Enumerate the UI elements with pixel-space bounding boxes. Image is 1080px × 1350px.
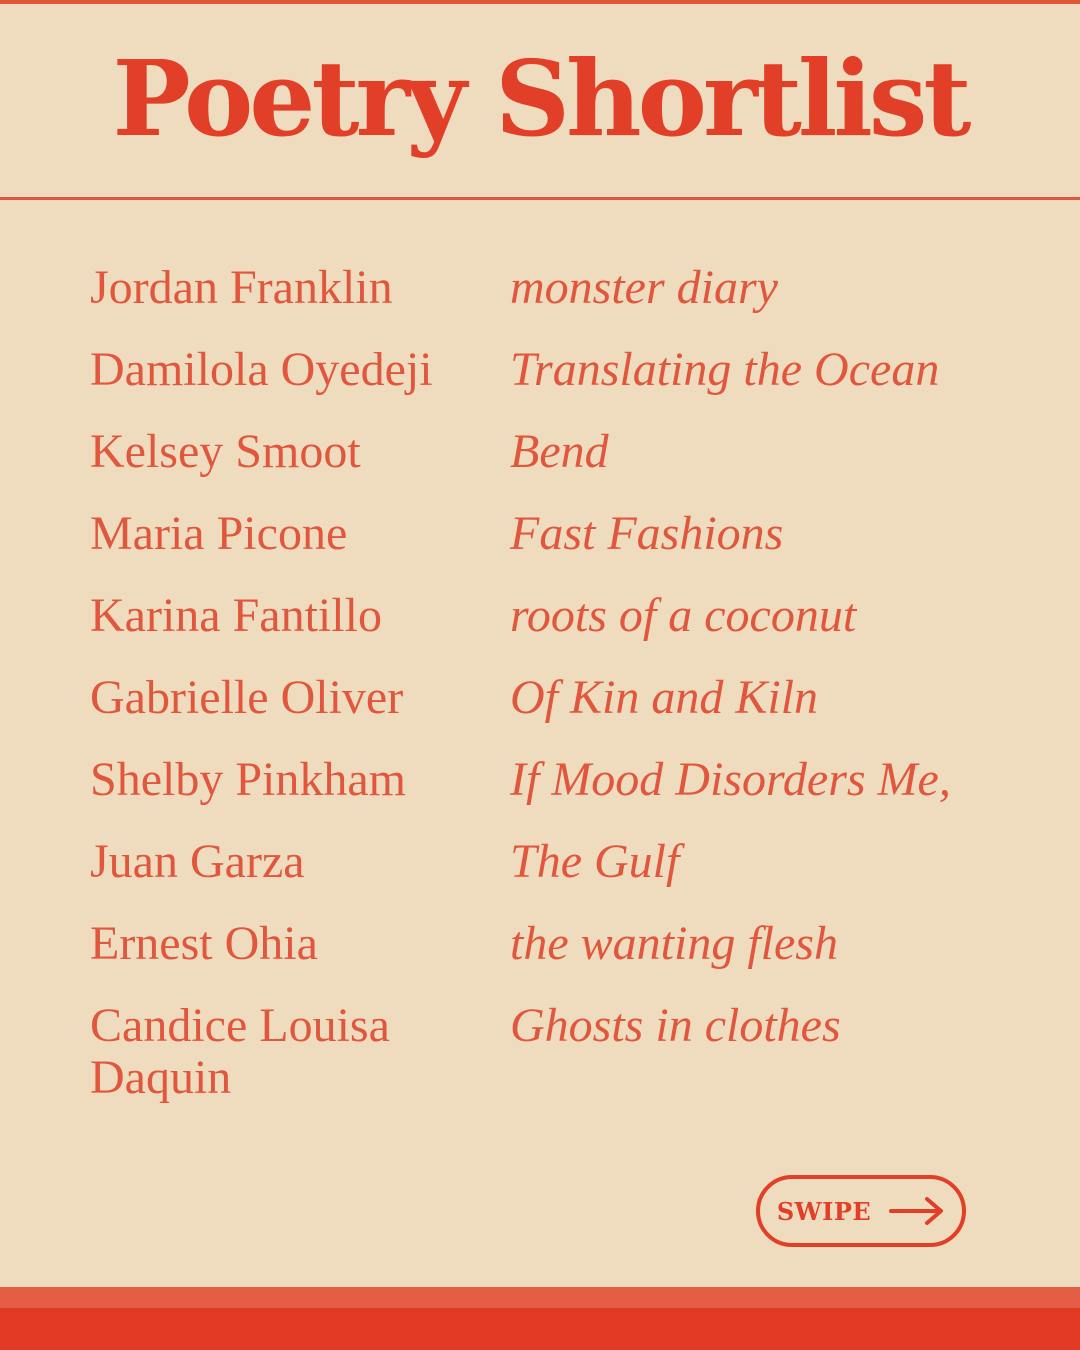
author-name: Maria Picone (90, 507, 348, 560)
list-item (90, 1000, 990, 1140)
list-item (90, 672, 990, 754)
title-divider (0, 197, 1080, 200)
swipe-button[interactable] (756, 1175, 966, 1247)
work-title: monster diary (510, 261, 778, 314)
author-name: Candice Louisa Daquin (90, 999, 390, 1104)
top-border-line (0, 0, 1080, 4)
work-title: Translating the Ocean (510, 343, 940, 396)
author-name: Damilola Oyedeji (90, 343, 433, 396)
list-item (90, 754, 990, 836)
list-item (90, 262, 990, 344)
author-name: Juan Garza (90, 835, 305, 888)
page-title: Poetry Shortlist (112, 37, 968, 160)
work-title: If Mood Disorders Me, (510, 753, 951, 806)
work-title: the wanting flesh (510, 917, 838, 970)
footer-band-dark (0, 1308, 1080, 1350)
author-name: Kelsey Smoot (90, 425, 361, 478)
arrow-right-icon (889, 1196, 945, 1226)
author-name: Gabrielle Oliver (90, 671, 404, 724)
footer-band-light (0, 1287, 1080, 1308)
work-title: Fast Fashions (510, 507, 784, 560)
work-title: The Gulf (510, 835, 680, 888)
work-title: Bend (510, 425, 609, 478)
swipe-label: SWIPE (776, 1196, 872, 1226)
list-item (90, 426, 990, 508)
work-title: Of Kin and Kiln (510, 671, 819, 724)
list-item (90, 508, 990, 590)
list-item (90, 918, 990, 1000)
work-title: roots of a coconut (510, 589, 857, 642)
author-name: Ernest Ohia (90, 917, 318, 970)
author-name: Jordan Franklin (90, 261, 393, 314)
author-name: Karina Fantillo (90, 589, 382, 642)
list-item (90, 590, 990, 672)
author-name: Shelby Pinkham (90, 753, 407, 806)
work-title: Ghosts in clothes (510, 999, 841, 1052)
list-item (90, 836, 990, 918)
list-item (90, 344, 990, 426)
shortlist (90, 262, 990, 1140)
